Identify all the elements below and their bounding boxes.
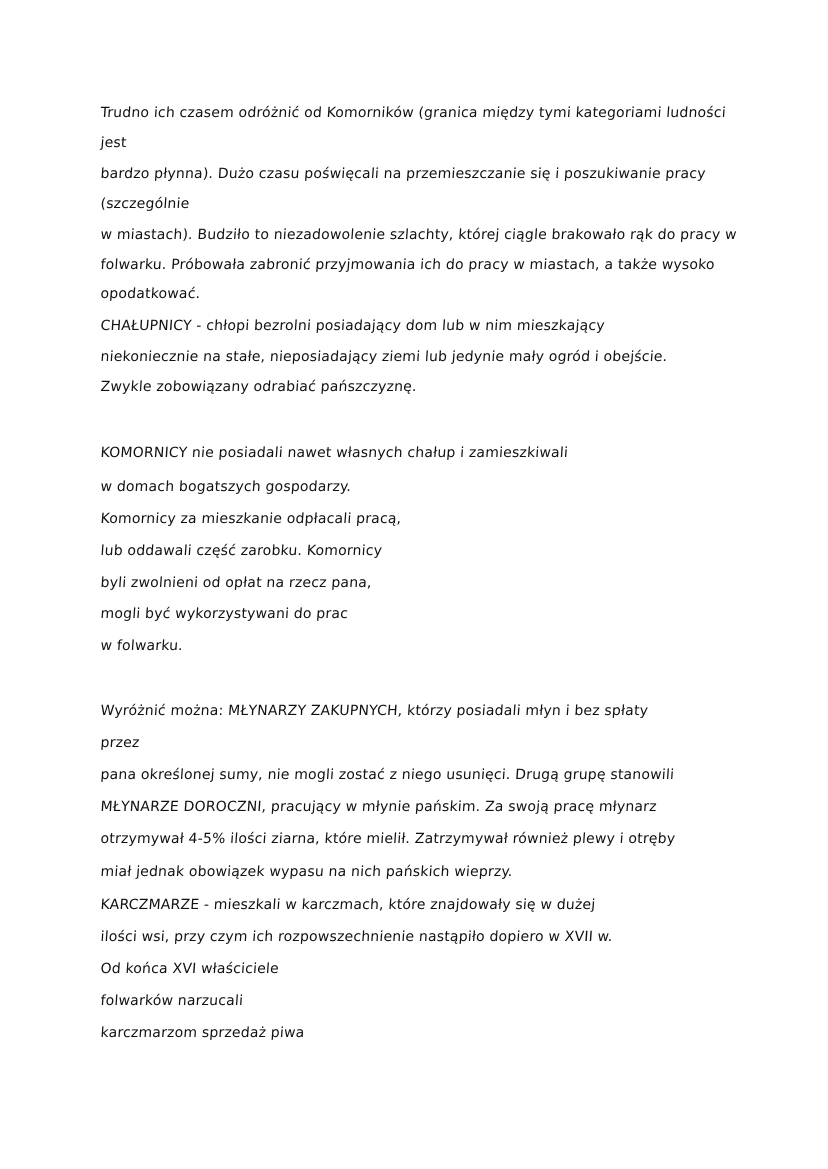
text-line: Trudno ich czasem odróżnić od Komorników (granica między tymi kategoriami ludności [100,105,727,121]
text-line: bardzo płynna). Dużo czasu poświęcali na przemieszczanie się i poszukiwanie pracy [100,166,707,182]
text-line: byli zwolnieni od opłat na rzecz pana, [100,575,373,591]
text-line: mogli być wykorzystywani do prac [100,606,349,622]
text-line: KARCZMARZE - mieszkali w karczmach, które znajdowały się w dużej [100,897,596,913]
text-line: lub oddawali część zarobku. Komornicy [100,543,383,559]
text-line: otrzymywał 4-5% ilości ziarna, które mielił. Zatrzymywał również plewy i otręby [100,831,676,847]
text-line: pana określonej sumy, nie mogli zostać z niego usunięci. Drugą grupę stanowili [100,767,675,783]
text-line: folwarków narzucali [100,993,244,1009]
text-line: ilości wsi, przy czym ich rozpowszechnienie nastąpiło dopiero w XVII w. [100,929,614,945]
text-line: (szczególnie [100,196,191,212]
text-line: Zwykle zobowiązany odrabiać pańszczyznę. [100,379,418,395]
text-line: Wyróżnić można: MŁYNARZY ZAKUPNYCH, którzy posiadali młyn i bez spłaty [100,703,649,719]
text-line: przez [100,735,141,751]
text-line: jest [100,135,128,151]
text-line: w miastach). Budziło to niezadowolenie szlachty, której ciągle brakowało rąk do pracy w [100,227,738,243]
text-line: miał jednak obowiązek wypasu na nich pańskich wieprzy. [100,864,514,880]
text-line: MŁYNARZE DOROCZNI, pracujący w młynie pańskim. Za swoją pracę młynarz [100,799,658,815]
text-line: w folwarku. [100,638,184,654]
text-line: karczmarzom sprzedaż piwa [100,1025,306,1041]
text-line: niekoniecznie na stałe, nieposiadający ziemi lub jedynie mały ogród i obejście. [100,349,668,365]
text-line: Komornicy za mieszkanie odpłacali pracą, [100,511,402,527]
text-line: Od końca XVI właściciele [100,961,280,977]
text-line: opodatkować. [100,286,201,302]
text-line: folwarku. Próbowała zabronić przyjmowania ich do pracy w miastach, a także wysoko [100,257,716,273]
text-line: CHAŁUPNICY - chłopi bezrolni posiadający dom lub w nim mieszkający [100,318,606,334]
text-line: w domach bogatszych gospodarzy. [100,479,352,495]
text-line: KOMORNICY nie posiadali nawet własnych chałup i zamieszkiwali [100,445,569,461]
